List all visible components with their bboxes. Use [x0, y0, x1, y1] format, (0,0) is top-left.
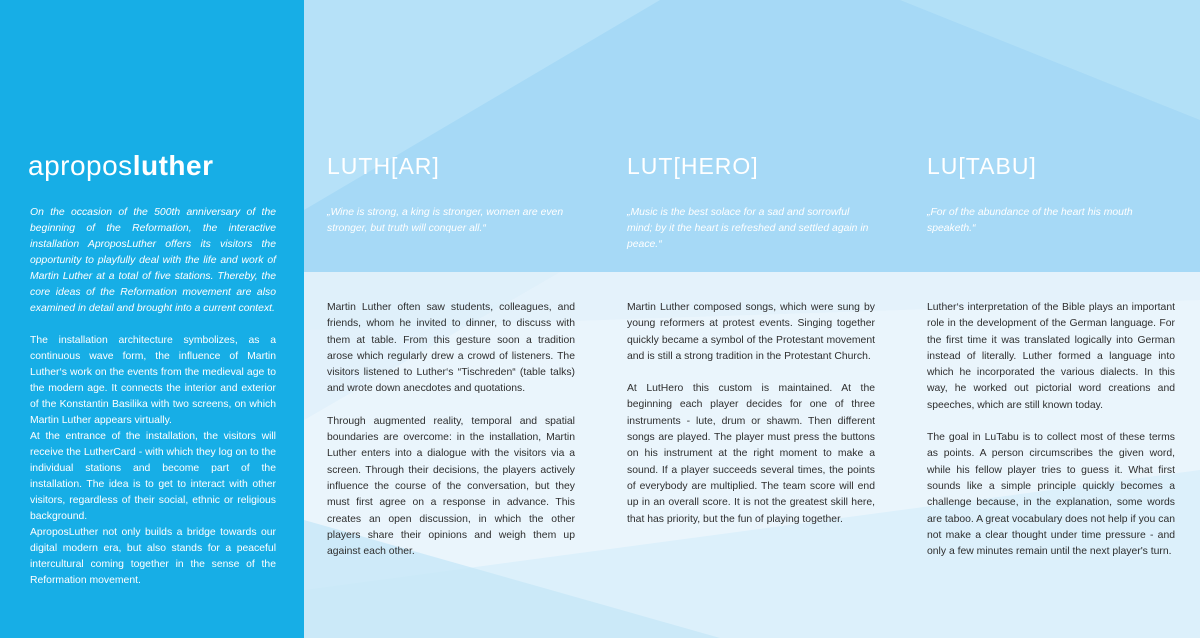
column-title: LU[TABU]: [927, 153, 1037, 179]
sidebar-paragraph: At the entrance of the installation, the visitors will receive the LutherCard - with which they log on to the individual stations and become part of the installation. The idea is to get to interact with other visitors, regardless of their social, ethnic or religious background.: [30, 431, 276, 522]
column-paragraph: Through augmented reality, temporal and spatial boundaries are overcome: in the installation, Martin Luther enters into a dialogue with the visitors via a screen. Through their decisions, the players actively influence the course of the conversation, but they must first agree on a response in advance. This creates an open discussion, in which the other players share their opinions and weigh them up against each other.: [327, 415, 575, 558]
column-paragraph: The goal in LuTabu is to collect most of these terms as points. A person circumscribes the given word, while his fellow player tries to guess it. What first sounds like a simple principle quickly becomes a challenge because, in the explanation, some words are taboo. A great vocabulary does not help if you can not make a clear thought under time pressure - and only a few minutes remain until the next player's turn.: [927, 432, 1175, 558]
column-quote: „Wine is strong, a king is stronger, women are even stronger, but truth will conquer all.“: [327, 207, 564, 234]
column-paragraph: Martin Luther often saw students, colleagues, and friends, whom he invited to dinner, to discuss with them at table. From this gesture soon a tradition arose which regularly drew a crowd of listeners. The visitors listened to Luther‘s “Tischreden“ (table talks) and wrote down anecdotes and quotations.: [327, 302, 575, 395]
column-description: [927, 300, 1175, 560]
sidebar-paragraph: AproposLuther not only builds a bridge towards our digital modern era, but also stands for a peaceful intercultural coming together in the sense of the Reformation movement.: [30, 527, 276, 586]
sidebar-paragraph: The installation architecture symbolizes, as a continuous wave form, the influence of Martin Luther‘s work on the events from the medieval age to the modern age. It connects the interior and exterior of the Konstantin Basilika with two screens, on which Martin Luther appears virtually.: [30, 335, 276, 426]
column-paragraph: Luther‘s interpretation of the Bible plays an important role in the development of the German language. For the first time it was translated logically into German instead of literally. Luther formed a language into which he incorporated the various dialects. In this way, he worked out pictorial word creations and speeches, which are still known today.: [927, 302, 1175, 411]
column-title: LUT[HERO]: [627, 153, 759, 179]
column-description: [327, 300, 575, 560]
column-quote: „For of the abundance of the heart his mouth speaketh.“: [927, 207, 1133, 234]
apropos-luther-logo: [28, 150, 213, 182]
sidebar: [0, 0, 304, 638]
logo-bold: luther: [132, 150, 214, 181]
column-quote: „Music is the best solace for a sad and sorrowful mind; by it the heart is refreshed and settled again in peace.“: [627, 207, 869, 250]
logo-light: apropos: [28, 150, 133, 181]
sidebar-intro: On the occasion of the 500th anniversary of the beginning of the Reformation, the interactive installation AproposLuther offers its visitors the opportunity to playfully deal with the life and work of Martin Luther at a total of five stations. Thereby, the core ideas of the Reformation movement are also examined in detail and brought into a current context.: [30, 207, 276, 314]
column-description: [627, 300, 875, 528]
sidebar-body: [30, 333, 276, 589]
column-title: LUTH[AR]: [327, 153, 440, 179]
column-paragraph: Martin Luther composed songs, which were sung by young reformers at protest events. Singing together quickly became a symbol of the Protestant movement and is still a strong tradition in the Protestant Church.: [627, 302, 875, 362]
column-paragraph: At LutHero this custom is maintained. At the beginning each player decides for one of three instruments - lute, drum or shawm. Then different songs are played. The player must press the buttons on his instrument at the right moment to make a sound. If a player succeeds several times, the points of everybody are multiplied. The team score will end up in an overall score. It is not the greatest skill here, that has priority, but the fun of playing together.: [627, 383, 875, 525]
